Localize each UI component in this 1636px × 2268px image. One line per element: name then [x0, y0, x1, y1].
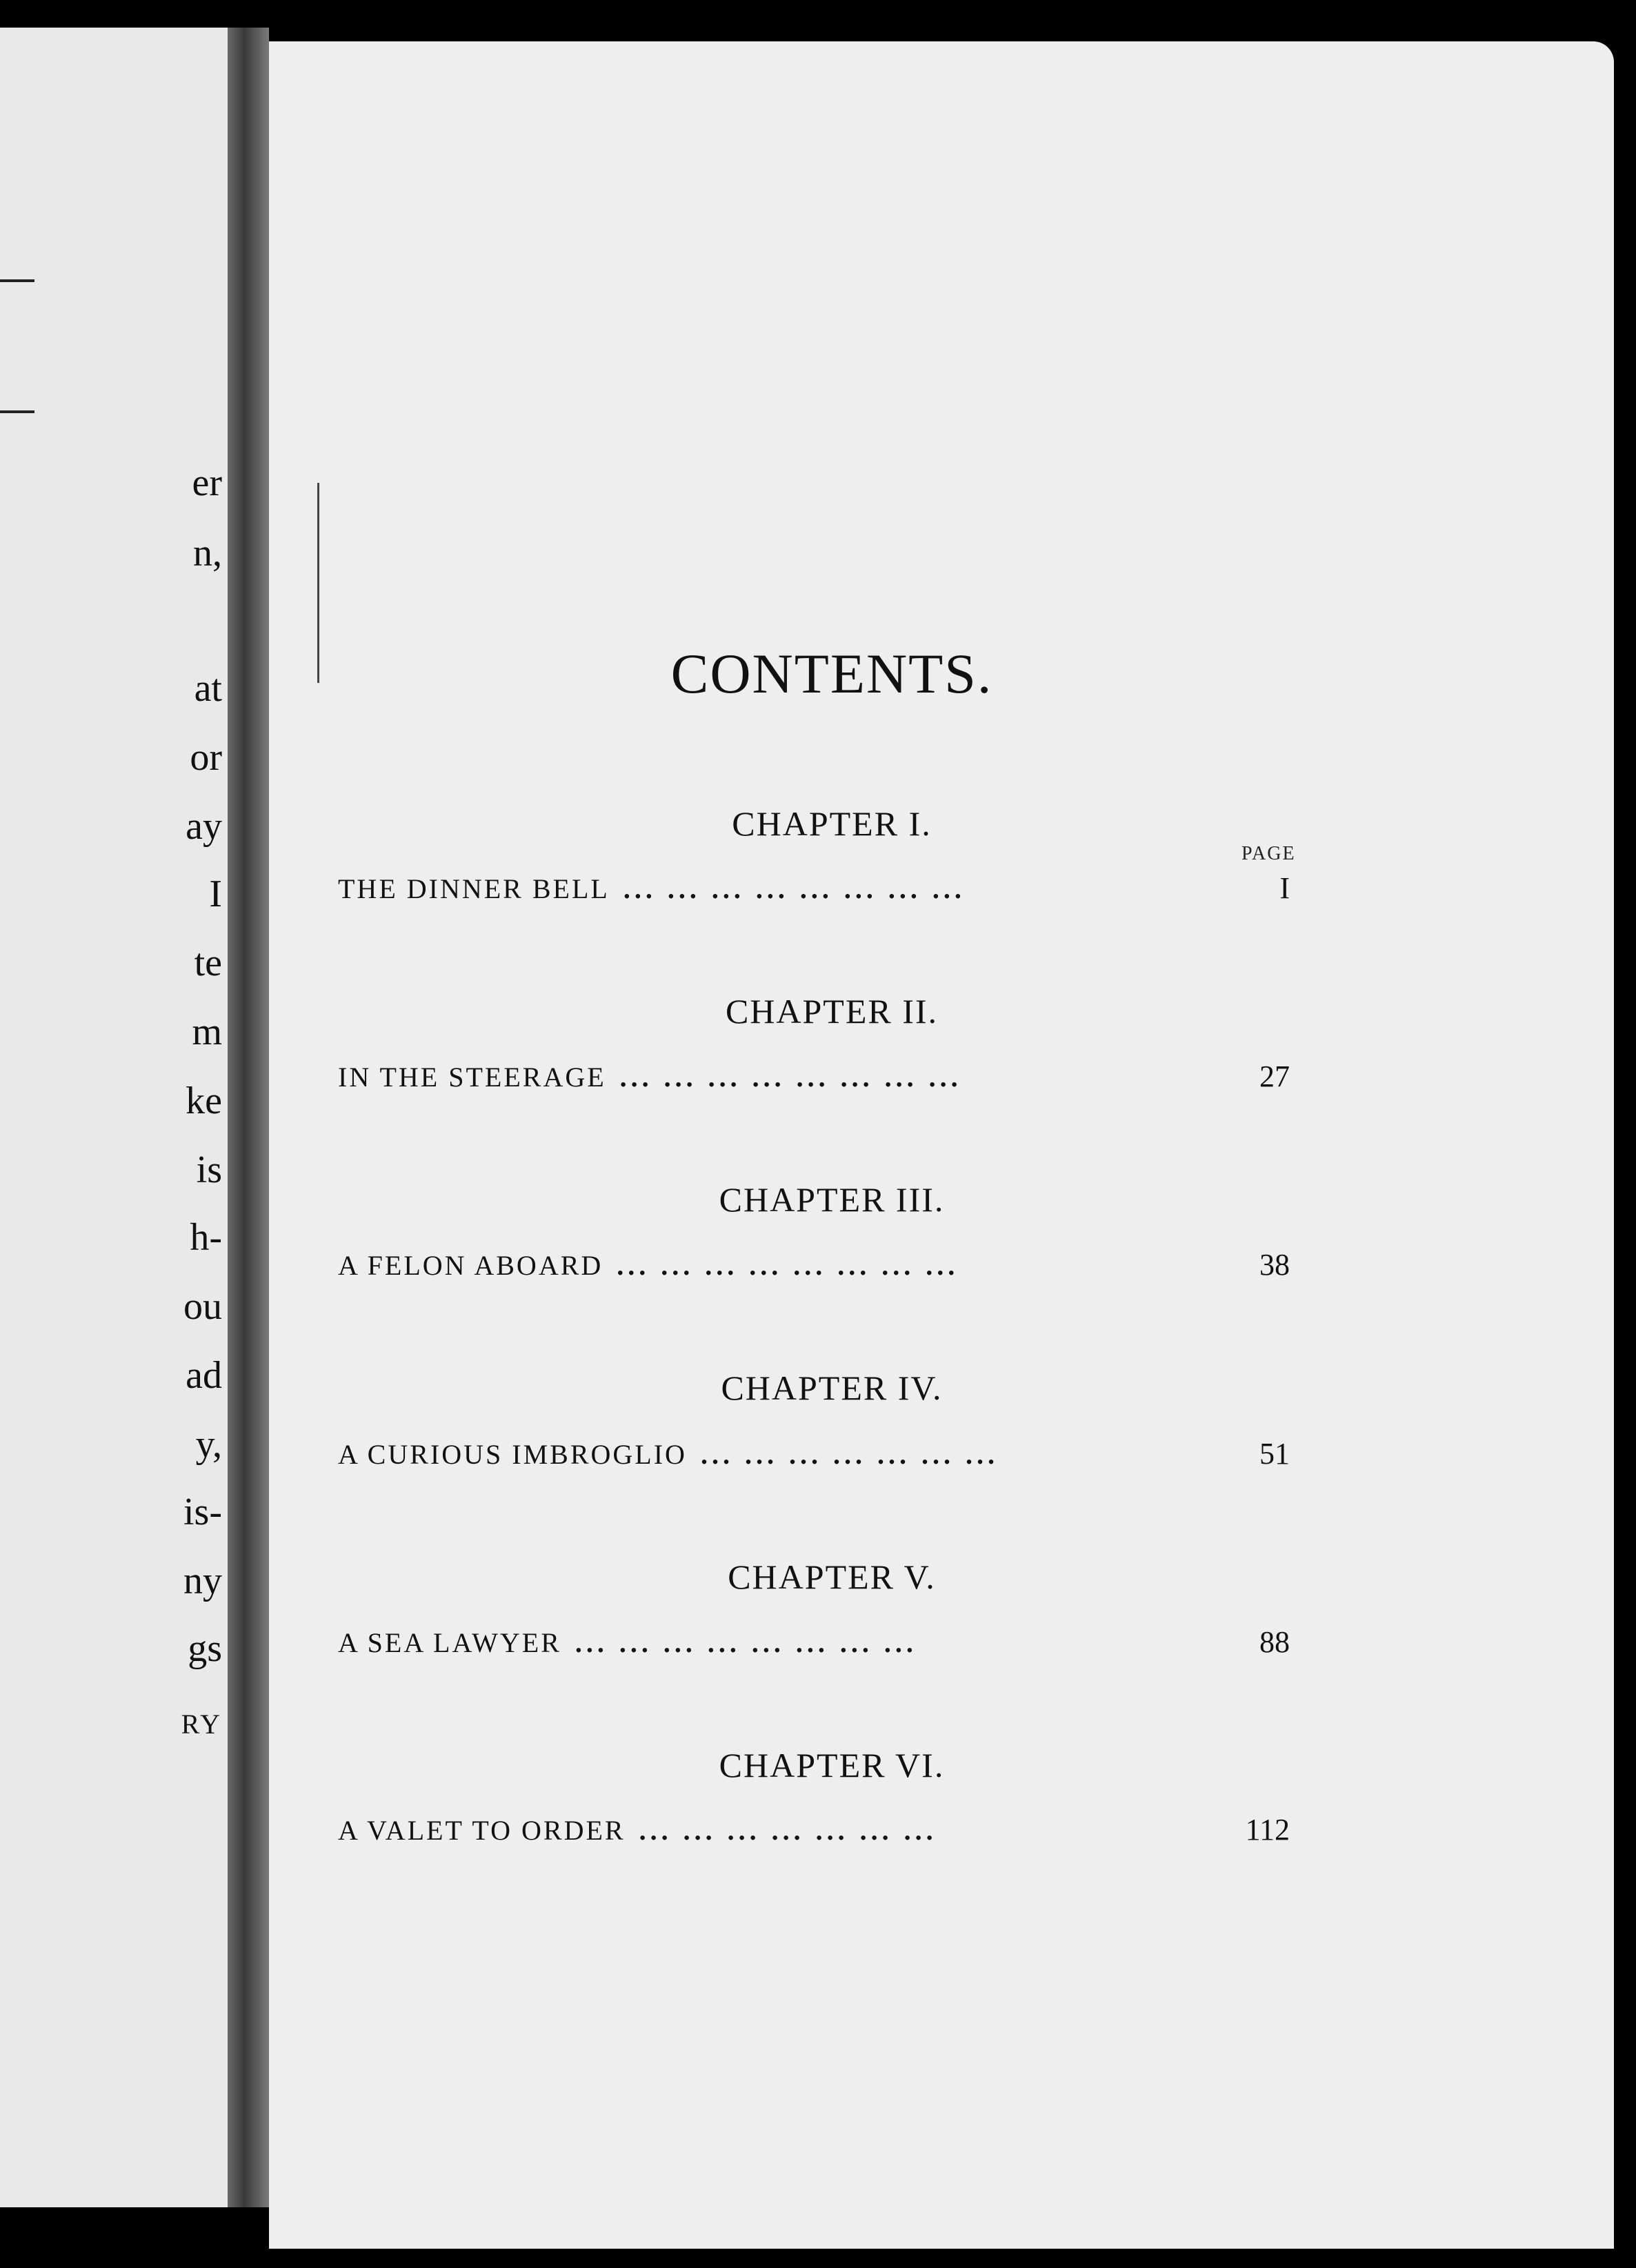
left-line-fragment: is: [196, 1148, 222, 1191]
toc-entry-title: A CURIOUS IMBROGLIO: [338, 1439, 687, 1470]
left-line-fragment: ay: [186, 805, 222, 848]
left-line-fragment: I: [209, 873, 222, 915]
toc-entry-page: 27: [1259, 1060, 1290, 1093]
dot-leader: ... ... ... ... ... ... ... ...: [617, 1250, 959, 1281]
toc-entry-page: 38: [1259, 1248, 1290, 1282]
left-page-rule: [0, 410, 34, 413]
left-line-fragment: te: [194, 942, 222, 984]
left-line-fragment: at: [194, 667, 222, 710]
toc-entry-page: 51: [1259, 1437, 1290, 1471]
left-line-fragment: RY: [181, 1709, 222, 1740]
toc-entry-title: THE DINNER BELL: [338, 873, 610, 904]
dot-leader: ... ... ... ... ... ... ... ...: [575, 1627, 917, 1658]
left-line-fragment: ad: [186, 1354, 222, 1397]
toc-entry-page: 88: [1259, 1625, 1290, 1659]
left-page-rule: [0, 279, 34, 282]
left-line-fragment: ny: [183, 1560, 222, 1602]
left-line-fragment: or: [190, 736, 222, 779]
toc-entry[interactable]: [338, 1059, 1290, 1100]
contents-page: [269, 41, 1614, 2249]
toc-entry[interactable]: [338, 871, 1290, 912]
chapter-heading: CHAPTER II.: [725, 992, 939, 1031]
page-title: CONTENTS.: [670, 642, 993, 705]
chapter-heading: CHAPTER III.: [719, 1180, 945, 1219]
toc-entry-page: 112: [1245, 1813, 1290, 1847]
chapter-heading: CHAPTER VI.: [719, 1746, 945, 1784]
toc-entry-page: I: [1279, 871, 1290, 905]
page-column-label: PAGE: [1241, 843, 1296, 864]
left-line-fragment: er: [192, 461, 222, 504]
dot-leader: ... ... ... ... ... ... ... ...: [619, 1062, 962, 1093]
left-line-fragment: n,: [193, 532, 222, 575]
left-line-fragment: y,: [195, 1423, 222, 1466]
toc-entry-title: A SEA LAWYER: [338, 1627, 561, 1658]
chapter-heading: CHAPTER V.: [728, 1558, 936, 1596]
left-line-fragment: ou: [183, 1285, 222, 1328]
dot-leader: ... ... ... ... ... ... ... ...: [623, 873, 966, 904]
dot-leader: ... ... ... ... ... ... ...: [639, 1815, 937, 1846]
toc-entry-title: IN THE STEERAGE: [338, 1062, 606, 1093]
chapter-heading: CHAPTER I.: [732, 804, 932, 843]
left-line-fragment: is-: [183, 1491, 222, 1533]
toc-entry-title: A VALET TO ORDER: [338, 1815, 626, 1846]
toc-entry[interactable]: [338, 1812, 1290, 1853]
toc-entry[interactable]: [338, 1624, 1290, 1666]
toc-entry-title: A FELON ABOARD: [338, 1250, 603, 1281]
left-line-fragment: ke: [186, 1080, 222, 1122]
dot-leader: ... ... ... ... ... ... ...: [700, 1439, 999, 1470]
left-line-fragment: h-: [190, 1216, 222, 1259]
left-line-fragment: m: [192, 1011, 222, 1053]
toc-entry[interactable]: [338, 1436, 1290, 1478]
left-line-fragment: gs: [188, 1627, 222, 1670]
book-gutter: [228, 28, 269, 2207]
toc-entry[interactable]: [338, 1247, 1290, 1289]
chapter-heading: CHAPTER IV.: [721, 1369, 943, 1407]
left-facing-page: [0, 28, 228, 2207]
